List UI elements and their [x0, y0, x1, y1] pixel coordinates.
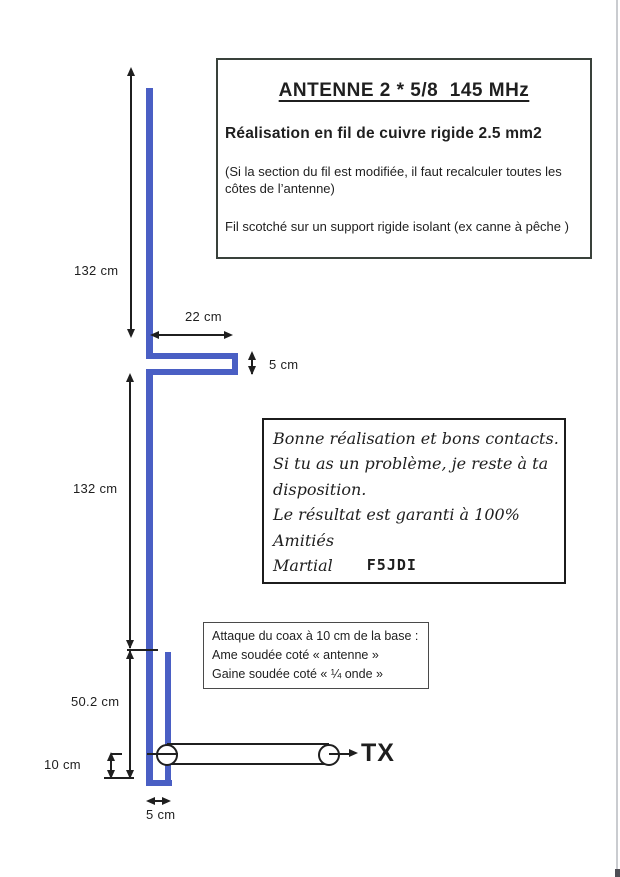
signature-name: Martial: [273, 555, 333, 575]
tx-label: TX: [361, 739, 395, 767]
dim-label-base-gap: 5 cm: [146, 807, 176, 822]
dim-label-second-element: 132 cm: [73, 481, 118, 496]
wire-top-element: [146, 88, 153, 354]
message-line: Amitiés: [273, 530, 335, 550]
signature-row: [273, 553, 554, 578]
dim-label-stub-gap: 5 cm: [269, 357, 299, 372]
coax-end-circle-right: [318, 744, 340, 766]
dim-line: [130, 70, 132, 334]
note-support: Fil scotché sur un support rigide isolant (ex canne à pêche ): [225, 219, 569, 234]
coax-note-line: Ame soudée coté « antenne »: [212, 648, 379, 662]
arrowhead-down-icon: [127, 329, 135, 338]
arrowhead-down-icon: [248, 366, 256, 375]
arrowhead-down-icon: [126, 640, 134, 649]
coax-note-line: Attaque du coax à 10 cm de la base :: [212, 629, 419, 643]
arrowhead-left-icon: [146, 797, 155, 805]
signature-callsign: F5JDI: [366, 555, 417, 574]
subtitle: Réalisation en fil de cuivre rigide 2.5 mm2: [225, 125, 542, 142]
dim-line: [129, 375, 131, 648]
coax-note-line: Gaine soudée coté « ¼ onde »: [212, 667, 383, 681]
dim-label-top-element: 132 cm: [74, 263, 119, 278]
dim-label-feed-point: 10 cm: [44, 757, 81, 772]
arrowhead-right-icon: [162, 797, 171, 805]
arrowhead-up-icon: [126, 650, 134, 659]
arrowhead-up-icon: [127, 67, 135, 76]
dim-line: [129, 651, 131, 778]
dim-tick-top: [111, 753, 122, 755]
arrowhead-right-icon: [224, 331, 233, 339]
dim-line: [153, 334, 229, 336]
coax-body: [167, 743, 329, 765]
message-line: Le résultat est garanti à 100%: [273, 505, 520, 525]
coax-end-circle-left: [156, 744, 178, 766]
coax-core-line: [147, 753, 178, 755]
arrowhead-left-icon: [150, 331, 159, 339]
message-line: Si tu as un problème, je reste à ta: [273, 454, 549, 474]
message-line: Bonne réalisation et bons contacts.: [273, 429, 559, 448]
arrowhead-up-icon: [248, 351, 256, 360]
wire-stub-top: [146, 353, 238, 359]
tx-arrow-line: [329, 753, 351, 755]
scan-corner-mark: [615, 869, 620, 877]
note-section: (Si la section du fil est modifiée, il faut recalculer toutes les côtes de l’antenne): [225, 164, 562, 196]
coax-note-box: [203, 622, 429, 689]
dim-label-quarter-wave: 50.2 cm: [71, 694, 120, 709]
tx-arrowhead-icon: [349, 749, 358, 757]
arrowhead-up-icon: [126, 373, 134, 382]
dim-label-stub-length: 22 cm: [185, 309, 222, 324]
dim-tick-bottom: [104, 777, 134, 779]
message-line: disposition.: [273, 479, 367, 499]
scan-edge-line: [616, 0, 618, 877]
message-box: [262, 418, 566, 584]
wire-stub-bottom: [146, 369, 238, 375]
page-title: ANTENNE 2 * 5/8 145 MHz: [278, 80, 530, 101]
wire-second-element: [146, 369, 153, 786]
title-box: [216, 58, 592, 259]
